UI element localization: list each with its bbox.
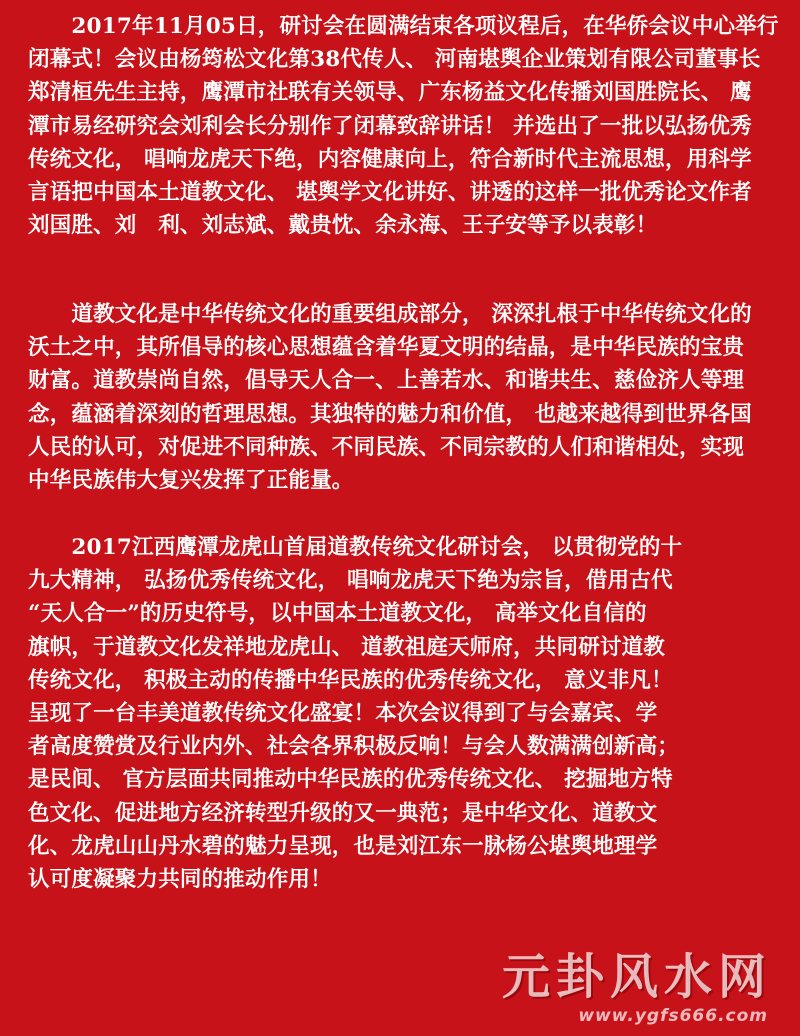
text-line: 郑清桓先生主持，鹰潭市社联有关领导、广东杨益文化传播刘国胜院长、 鹰 [28,80,752,106]
text-line: 色文化、促进地方经济转型升级的又一典范；是中华文化、道教文 [28,800,658,826]
text-line: 言语把中国本土道教文化、 堪舆学文化讲好、讲透的这样一批优秀论文作者 [28,179,752,205]
watermark-url: www.ygfs666.com [578,1006,768,1026]
site-watermark [501,938,778,1028]
text-line: 2017江西鹰潭龙虎山首届道教传统文化研讨会， 以贯彻党的十 [28,535,683,560]
text-line: “天人合一”的历史符号，以中国本土道教文化， 高举文化自信的 [28,601,647,627]
text-line: 闭幕式！会议由杨筠松文化第38代传人、 河南堪舆企业策划有限公司董事长 [28,47,761,73]
text-line: 沃土之中，其所倡导的核心思想蕴含着华夏文明的结晶，是中华民族的宝贵 [28,335,745,361]
text-line: 化、龙虎山山丹水碧的魅力呈现，也是刘江东一脉杨公堪舆地理学 [28,833,658,859]
paragraph-closing-ceremony [28,10,779,242]
text-line: 人民的认可，对促进不同种族、不同民族、不同宗教的人们和谐相处，实现 [28,434,745,460]
text-line: 念，蕴涵着深刻的哲理思想。其独特的魅力和价值， 也越来越得到世界各国 [28,401,752,427]
paragraph-taoist-culture [28,298,776,497]
text-line: 认可度凝聚力共同的推动作用！ [28,866,332,892]
text-line: 潭市易经研究会刘利会长分别作了闭幕致辞讲话！ 并选出了一批以弘扬优秀 [28,113,752,139]
text-line: 2017年11月05日，研讨会在圆满结束各项议程后，在华侨会议中心举行 [28,14,779,39]
text-line: 传统文化， 唱响龙虎天下绝，内容健康向上，符合新时代主流思想，用科学 [28,146,752,172]
text-line: 是民间、 官方层面共同推动中华民族的优秀传统文化、 挖掘地方特 [28,767,673,793]
text-line: 九大精神， 弘扬优秀传统文化， 唱响龙虎天下绝为宗旨，借用古代 [28,568,673,594]
text-line: 者高度赞赏及行业内外、社会各界积极反响！与会人数满满创新高； [28,734,680,760]
text-line: 中华民族伟大复兴发挥了正能量。 [28,467,354,493]
text-line: 刘国胜、刘 利、刘志斌、戴贵忱、余永海、王子安等予以表彰！ [28,213,658,239]
text-line: 旗帜，于道教文化发祥地龙虎山、 道教祖庭天师府，共同研讨道教 [28,634,665,660]
text-line: 财富。道教崇尚自然，倡导天人合一、上善若水、和谐共生、慈俭济人等理 [28,368,745,394]
text-line: 道教文化是中华传统文化的重要组成部分， 深深扎根于中华传统文化的 [28,302,752,327]
text-line: 呈现了一台丰美道教传统文化盛宴！本次会议得到了与会嘉宾、学 [28,700,658,726]
text-line: 传统文化， 积极主动的传播中华民族的优秀传统文化， 意义非凡！ [28,667,673,693]
watermark-site-name: 元卦风水网 [501,949,772,1005]
paragraph-symposium-summary [28,531,776,896]
